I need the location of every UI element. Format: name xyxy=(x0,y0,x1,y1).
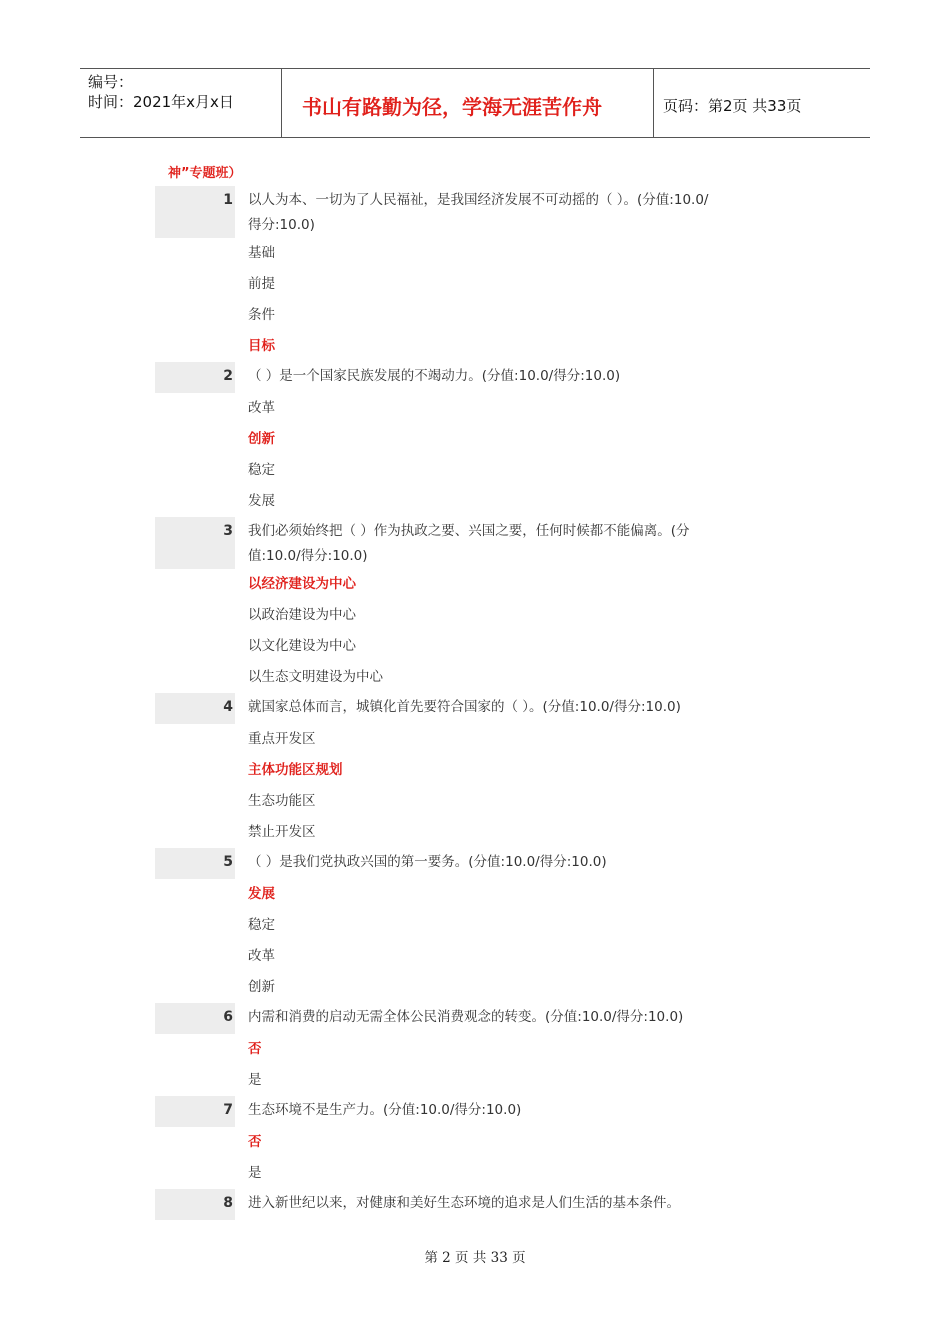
header-page-info: 页码：第2页 共33页 xyxy=(663,96,802,115)
answer-option: 以生态文明建设为中心 xyxy=(248,669,383,685)
question-text: 以人为本、一切为了人民福祉，是我国经济发展不可动摇的（ ）。(分值:10.0/得分:10.0) xyxy=(248,192,709,233)
question-number: 1 xyxy=(155,186,235,238)
question-row xyxy=(155,1189,755,1220)
answer-option: 是 xyxy=(248,1165,262,1181)
question-item xyxy=(155,693,755,848)
header-meta xyxy=(80,69,282,137)
question-text: 生态环境不是生产力。(分值:10.0/得分:10.0) xyxy=(248,1102,522,1118)
question-list xyxy=(155,186,755,1220)
question-number: 4 xyxy=(155,693,235,724)
question-row xyxy=(155,517,755,569)
answer-option: 改革 xyxy=(248,948,275,964)
section-title: 神”专题班） xyxy=(168,166,242,181)
page-footer: 第 2 页 共 33 页 xyxy=(424,1250,526,1266)
header-motto: 书山有路勤为径，学海无涯苦作舟 xyxy=(282,69,654,137)
question-number: 5 xyxy=(155,848,235,879)
question-text: （ ）是我们党执政兴国的第一要务。(分值:10.0/得分:10.0) xyxy=(248,854,607,870)
question-number: 2 xyxy=(155,362,235,393)
answer-option: 改革 xyxy=(248,400,275,416)
question-row xyxy=(155,1096,755,1127)
answer-option: 生态功能区 xyxy=(248,793,316,809)
correct-answer-option: 主体功能区规划 xyxy=(248,762,343,778)
question-text: 进入新世纪以来，对健康和美好生态环境的追求是人们生活的基本条件。 xyxy=(248,1195,680,1211)
question-number: 7 xyxy=(155,1096,235,1127)
question-item xyxy=(155,1096,755,1189)
answer-option: 禁止开发区 xyxy=(248,824,316,840)
answer-option: 基础 xyxy=(248,245,275,261)
question-item xyxy=(155,1003,755,1096)
page-header xyxy=(80,68,870,138)
question-text: 内需和消费的启动无需全体公民消费观念的转变。(分值:10.0/得分:10.0) xyxy=(248,1009,684,1025)
header-number-label: 编号： xyxy=(88,73,134,91)
answer-option: 创新 xyxy=(248,979,275,995)
answer-option: 条件 xyxy=(248,307,275,323)
question-number: 3 xyxy=(155,517,235,569)
question-text: （ ）是一个国家民族发展的不竭动力。(分值:10.0/得分:10.0) xyxy=(248,368,621,384)
answer-option: 前提 xyxy=(248,276,275,292)
question-row xyxy=(155,362,755,393)
question-item xyxy=(155,517,755,693)
answer-option: 稳定 xyxy=(248,462,275,478)
question-item xyxy=(155,362,755,517)
correct-answer-option: 创新 xyxy=(248,431,275,447)
question-text: 我们必须始终把（ ）作为执政之要、兴国之要，任何时候都不能偏离。(分值:10.0/得分:10.0) xyxy=(248,523,690,564)
answer-option: 发展 xyxy=(248,493,275,509)
question-row xyxy=(155,186,755,238)
correct-answer-option: 目标 xyxy=(248,338,275,354)
question-row xyxy=(155,693,755,724)
correct-answer-option: 以经济建设为中心 xyxy=(248,576,356,592)
answer-option: 以政治建设为中心 xyxy=(248,607,356,623)
question-text: 就国家总体而言，城镇化首先要符合国家的（ ）。(分值:10.0/得分:10.0) xyxy=(248,699,681,715)
answer-option: 以文化建设为中心 xyxy=(248,638,356,654)
answer-option: 重点开发区 xyxy=(248,731,316,747)
question-item xyxy=(155,848,755,1003)
question-item xyxy=(155,186,755,362)
question-row xyxy=(155,848,755,879)
correct-answer-option: 发展 xyxy=(248,886,275,902)
question-row xyxy=(155,1003,755,1034)
question-number: 8 xyxy=(155,1189,235,1220)
question-item xyxy=(155,1189,755,1220)
correct-answer-option: 否 xyxy=(248,1041,262,1057)
question-number: 6 xyxy=(155,1003,235,1034)
correct-answer-option: 否 xyxy=(248,1134,262,1150)
answer-option: 是 xyxy=(248,1072,262,1088)
answer-option: 稳定 xyxy=(248,917,275,933)
header-time-label: 时间：2021年x月x日 xyxy=(88,93,234,111)
